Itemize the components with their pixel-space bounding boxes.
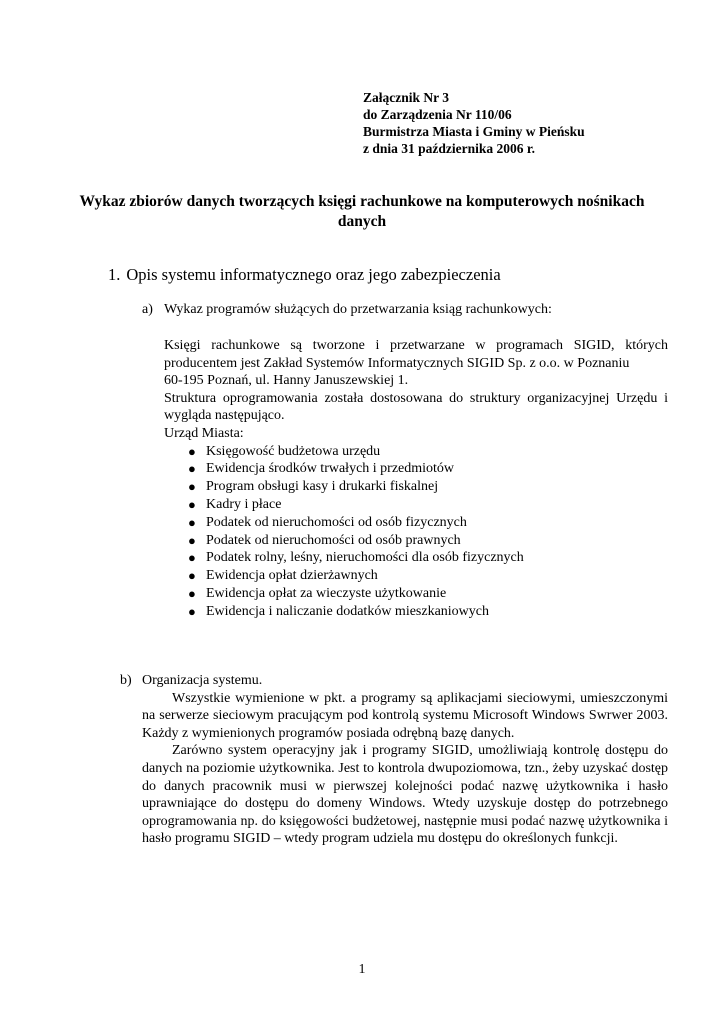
list-item — [186, 496, 668, 514]
bullet-icon: ● — [188, 568, 196, 584]
list-item — [186, 585, 668, 603]
bullet-icon: ● — [188, 461, 196, 477]
bullet-icon: ● — [188, 443, 196, 459]
list-item-text: Podatek rolny, leśny, nieruchomości dla osób fizycznych — [206, 550, 524, 566]
subsection-b-title: Organizacja systemu. — [142, 673, 263, 688]
network-paragraph: Wszystkie wymienione w pkt. a programy są aplikacjami sieciowymi, umieszczonymi na serwerze sieciowym pracującym pod kontrolą systemu Microsoft Windows Swrwer 2003. Każdy z wymienionych programów posiada odrębną bazę danych. — [142, 690, 668, 741]
subsection-a-title: Wykaz programów służących do przetwarzania ksiąg rachunkowych: — [164, 302, 552, 317]
list-item — [186, 603, 668, 621]
structure-paragraph: Struktura oprogramowania została dostosowana do struktury organizacyjnej Urzędu i wygląda następująco. — [164, 390, 668, 424]
bullet-icon: ● — [188, 532, 196, 548]
annex-header — [363, 89, 585, 157]
subsection-b — [120, 672, 668, 848]
annex-date: z dnia 31 października 2006 r. — [363, 141, 536, 156]
subsection-b-heading — [120, 672, 668, 690]
annex-issuer: Burmistrza Miasta i Gminy w Pieńsku — [363, 124, 585, 139]
list-item — [186, 549, 668, 567]
bullet-icon: ● — [188, 496, 196, 512]
bullet-icon: ● — [188, 585, 196, 601]
list-item-text: Ewidencja środków trwałych i przedmiotów — [206, 461, 455, 477]
document-title: Wykaz zbiorów danych tworzących księgi rachunkowe na komputerowych nośnikach danych — [79, 193, 645, 230]
section-1-heading — [108, 265, 501, 285]
list-item-text: Ewidencja i naliczanie dodatków mieszkaniowych — [206, 603, 490, 619]
list-item — [186, 567, 668, 585]
producer-address: 60-195 Poznań, ul. Hanny Januszewskiej 1. — [164, 373, 409, 389]
section-1-number: 1. — [108, 265, 121, 284]
bullet-icon: ● — [188, 514, 196, 530]
page-number: 1 — [358, 962, 366, 977]
program-list — [164, 443, 668, 621]
subsection-a-heading — [142, 301, 552, 319]
list-item-text: Kadry i płace — [206, 496, 282, 512]
list-item — [186, 443, 668, 461]
list-item-text: Ewidencja opłat za wieczyste użytkowanie — [206, 585, 447, 601]
subsection-a-body — [164, 337, 668, 621]
list-item — [186, 514, 668, 532]
producer-paragraph: Księgi rachunkowe są tworzone i przetwarzane w programach SIGID, których producentem jest Zakład Systemów Informatycznych SIGID Sp. z o.o. w Poznaniu — [164, 338, 668, 371]
annex-ordinance: do Zarządzenia Nr 110/06 — [363, 107, 512, 122]
subsection-b-body — [142, 690, 668, 848]
bullet-icon: ● — [188, 479, 196, 495]
bullet-icon: ● — [188, 603, 196, 619]
list-item-text: Program obsługi kasy i drukarki fiskalnej — [206, 479, 439, 495]
subsection-a-marker: a) — [142, 302, 153, 317]
list-item-text: Podatek od nieruchomości od osób fizycznych — [206, 514, 467, 530]
list-item-text: Ewidencja opłat dzierżawnych — [206, 568, 378, 584]
list-item — [186, 460, 668, 478]
list-item — [186, 532, 668, 550]
bullet-icon: ● — [188, 550, 196, 566]
list-item — [186, 478, 668, 496]
section-1-title: Opis systemu informatycznego oraz jego zabezpieczenia — [126, 265, 501, 284]
annex-number: Załącznik Nr 3 — [363, 90, 450, 105]
office-label: Urząd Miasta: — [164, 425, 244, 441]
list-item-text: Podatek od nieruchomości od osób prawnych — [206, 532, 461, 548]
subsection-b-marker: b) — [120, 673, 132, 688]
list-item-text: Księgowość budżetowa urzędu — [206, 443, 381, 459]
access-control-paragraph: Zarówno system operacyjny jak i programy SIGID, umożliwiają kontrolę dostępu do danych na poziomie użytkownika. Jest to kontrola dwupoziomowa, tzn., żeby uzyskać dostęp do danych pracownik musi w pierwszej kolejności podać nazwę użytkownika i hasło uprawniające do dostępu do domeny Windows. Wtedy uzyskuje dostęp do potrzebnego oprogramowania np. do księgowości budżetowej, następnie musi podać nazwę użytkownika i hasło programu SIGID – wtedy program udziela mu dostępu do określonych funkcji. — [142, 743, 668, 847]
